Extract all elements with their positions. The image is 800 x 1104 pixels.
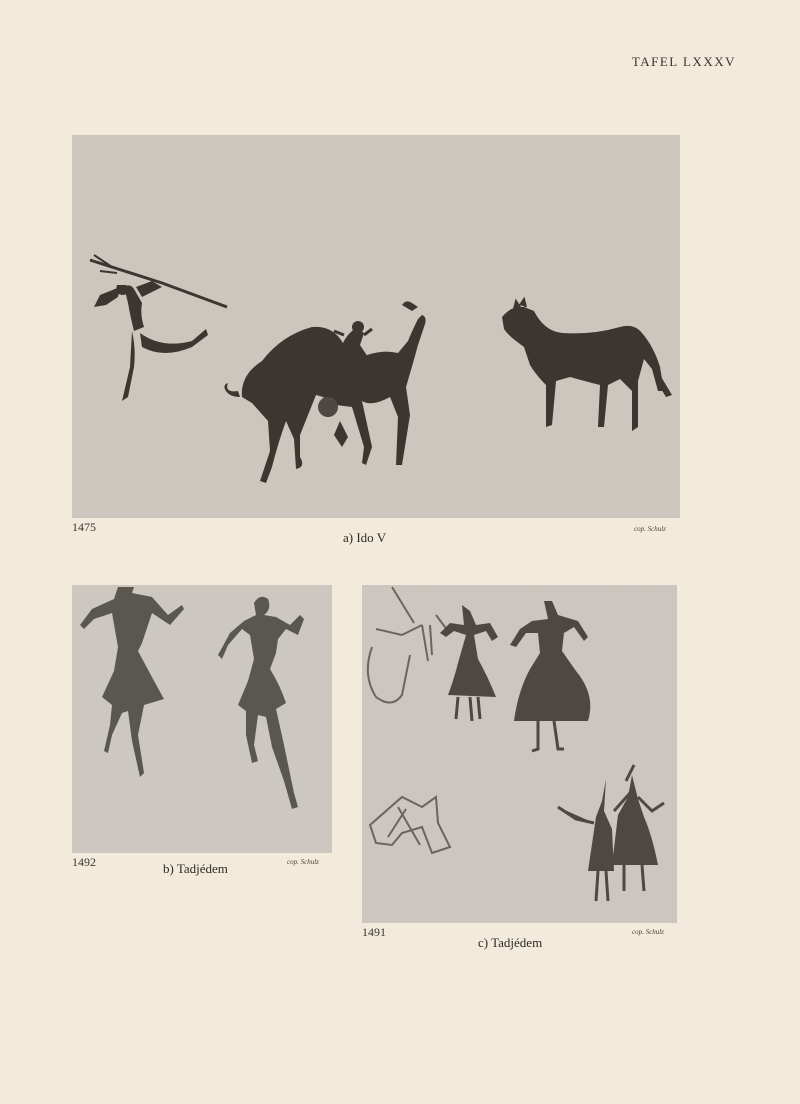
copyist-credit: cop. Schulz xyxy=(634,525,666,533)
figure-caption: a) Ido V xyxy=(343,530,387,545)
figure-caption: c) Tadjédem xyxy=(478,935,543,950)
rock-art-photo-tadjedem-1492 xyxy=(72,585,332,853)
figure-number: 1491 xyxy=(362,925,386,939)
rock-art-image xyxy=(72,135,680,518)
copyist-credit: cop. Schulz xyxy=(632,928,664,936)
plate-label: TAFEL LXXXV xyxy=(631,54,736,69)
copyist-credit: cop. Schulz xyxy=(287,858,319,866)
figure-number: 1475 xyxy=(72,520,96,534)
rock-art-photo-ido xyxy=(72,135,680,518)
figure-caption: b) Tadjédem xyxy=(163,861,228,876)
rock-art-image xyxy=(362,585,677,923)
figure-number: 1492 xyxy=(72,855,96,869)
rock-art-image xyxy=(72,585,332,853)
rock-art-photo-tadjedem-1491 xyxy=(362,585,677,923)
